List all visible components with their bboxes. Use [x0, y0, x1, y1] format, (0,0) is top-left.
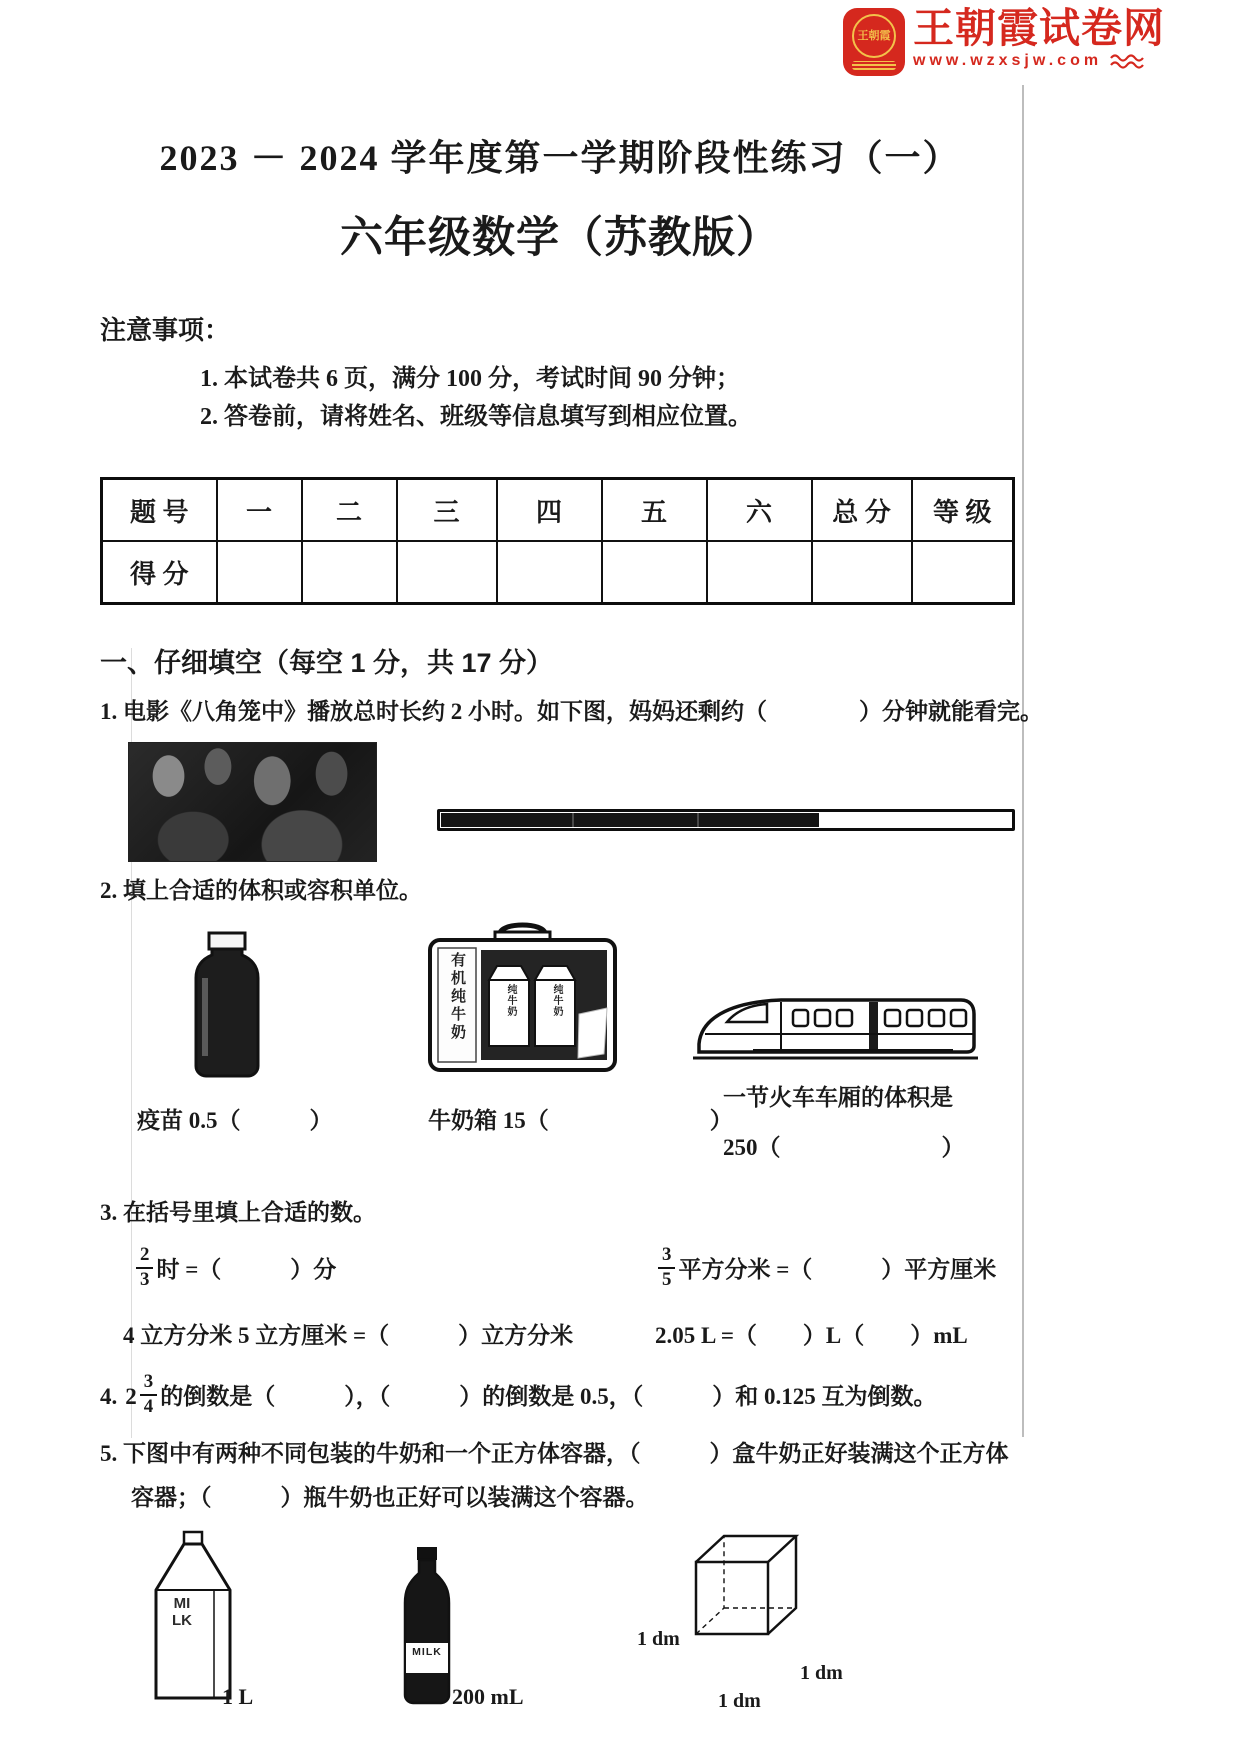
score-input-cell	[707, 541, 812, 604]
q3-item-2-text: 平方分米 =（ ）平方厘米	[678, 1257, 997, 1283]
brand-logo-icon	[843, 8, 905, 76]
fraction-numerator: 3	[140, 1373, 157, 1396]
score-header-row	[102, 479, 1014, 542]
movie-still-image	[128, 742, 377, 862]
milk-carton-small-label: 纯牛奶	[505, 984, 516, 1017]
scan-edge-line	[1022, 85, 1024, 1437]
score-input-cell	[812, 541, 912, 604]
q2-text: 2. 填上合适的体积或容积单位。	[100, 878, 422, 903]
score-header-cell: 题 号	[102, 479, 217, 542]
score-input-cell	[397, 541, 497, 604]
score-header-cell: 等 级	[912, 479, 1014, 542]
score-input-cell	[602, 541, 707, 604]
q4-whole-number: 2	[125, 1384, 137, 1410]
score-value-row	[102, 541, 1014, 604]
notice-heading: 注意事项：	[100, 316, 231, 345]
brand-url: www.wzxsjw.com	[913, 51, 1103, 69]
fraction-numerator: 2	[136, 1246, 153, 1269]
cube-edge-label-bottom: 1 dm	[718, 1690, 761, 1712]
score-header-cell: 五	[602, 479, 707, 542]
caption-vaccine: 疫苗 0.5（ ）	[137, 1108, 333, 1133]
q3-item-1	[133, 1244, 337, 1292]
cube-edge-label-right: 1 dm	[800, 1662, 843, 1684]
train-illustration	[693, 972, 978, 1064]
score-input-cell	[217, 541, 302, 604]
caption-train-line2: 250（ ）	[723, 1135, 965, 1160]
q1-text: 1. 电影《八角笼中》播放总时长约 2 小时。如下图，妈妈还剩约（ ）分钟就能看完。	[100, 699, 1043, 724]
progress-bar	[437, 809, 1015, 831]
score-label-cell: 得 分	[102, 541, 217, 604]
milk-carton-small-label: 纯牛奶	[551, 984, 562, 1017]
milkbox-label: 有机纯牛奶	[449, 952, 466, 1042]
squiggle-icon	[1110, 53, 1150, 69]
brand-waves-icon	[852, 61, 896, 70]
q4-text	[100, 1371, 1100, 1419]
brand-logo	[843, 5, 1165, 76]
q4-prefix: 4.	[100, 1384, 118, 1410]
brand-seal-text: 王朝霞	[857, 29, 891, 42]
score-header-cell: 一	[217, 479, 302, 542]
score-table	[100, 477, 1015, 605]
section1-heading: 一、仔细填空（每空 1 分，共 17 分）	[100, 648, 554, 678]
q3-item-1-text: 时 =（ ）分	[156, 1257, 337, 1283]
fraction-numerator: 3	[658, 1246, 675, 1269]
carton-volume-label: 1 L	[222, 1684, 254, 1709]
cube-illustration	[688, 1522, 803, 1662]
score-header-cell: 总 分	[812, 479, 912, 542]
score-header-cell: 四	[497, 479, 602, 542]
q5-line1: 5. 下图中有两种不同包装的牛奶和一个正方体容器，（ ）盒牛奶正好装满这个正方体	[100, 1441, 1009, 1466]
q4-rest: 的倒数是（ ），（ ）的倒数是 0.5，（ ）和 0.125 互为倒数。	[160, 1384, 937, 1410]
progress-tick	[572, 813, 574, 827]
notice-item: 1. 本试卷共 6 页，满分 100 分，考试时间 90 分钟；	[200, 366, 740, 392]
score-header-cell: 三	[397, 479, 497, 542]
milk-carton-illustration	[148, 1528, 236, 1706]
q5-line2: 容器；（ ）瓶牛奶也正好可以装满这个容器。	[131, 1485, 649, 1510]
q3-item-2	[655, 1244, 997, 1292]
score-input-cell	[497, 541, 602, 604]
notice-item: 2. 答卷前，请将姓名、班级等信息填写到相应位置。	[200, 404, 752, 430]
caption-milkbox: 牛奶箱 15（ ）	[428, 1108, 733, 1133]
milk-carton-text: MILK	[172, 1595, 192, 1629]
vaccine-vial-illustration	[188, 930, 266, 1080]
page-subtitle: 六年级数学（苏教版）	[340, 215, 780, 262]
fraction-denominator: 3	[140, 1268, 150, 1290]
score-header-cell: 六	[707, 479, 812, 542]
milk-bottle-text: MILK	[412, 1646, 442, 1658]
progress-fill	[441, 813, 819, 827]
score-input-cell	[912, 541, 1014, 604]
progress-tick	[697, 813, 699, 827]
q3-item-4: 2.05 L =（ ）L（ ）mL	[655, 1323, 968, 1348]
page-title: 2023 － 2024 学年度第一学期阶段性练习（一）	[159, 138, 961, 178]
cube-edge-label-left: 1 dm	[637, 1628, 680, 1650]
q3-text: 3. 在括号里填上合适的数。	[100, 1200, 376, 1225]
fraction	[658, 1246, 675, 1290]
fraction-denominator: 4	[143, 1395, 154, 1417]
score-header-cell: 二	[302, 479, 397, 542]
brand-name: 王朝霞试卷网	[913, 5, 1165, 51]
brand-seal	[852, 14, 896, 58]
fraction-denominator: 5	[662, 1268, 672, 1290]
caption-train-line1: 一节火车车厢的体积是	[723, 1085, 953, 1110]
fraction	[136, 1246, 153, 1290]
milk-bottle-illustration	[398, 1545, 456, 1707]
fraction	[140, 1373, 157, 1417]
bottle-volume-label: 200 mL	[452, 1684, 524, 1709]
q3-item-3: 4 立方分米 5 立方厘米 =（ ）立方分米	[123, 1323, 574, 1348]
score-input-cell	[302, 541, 397, 604]
